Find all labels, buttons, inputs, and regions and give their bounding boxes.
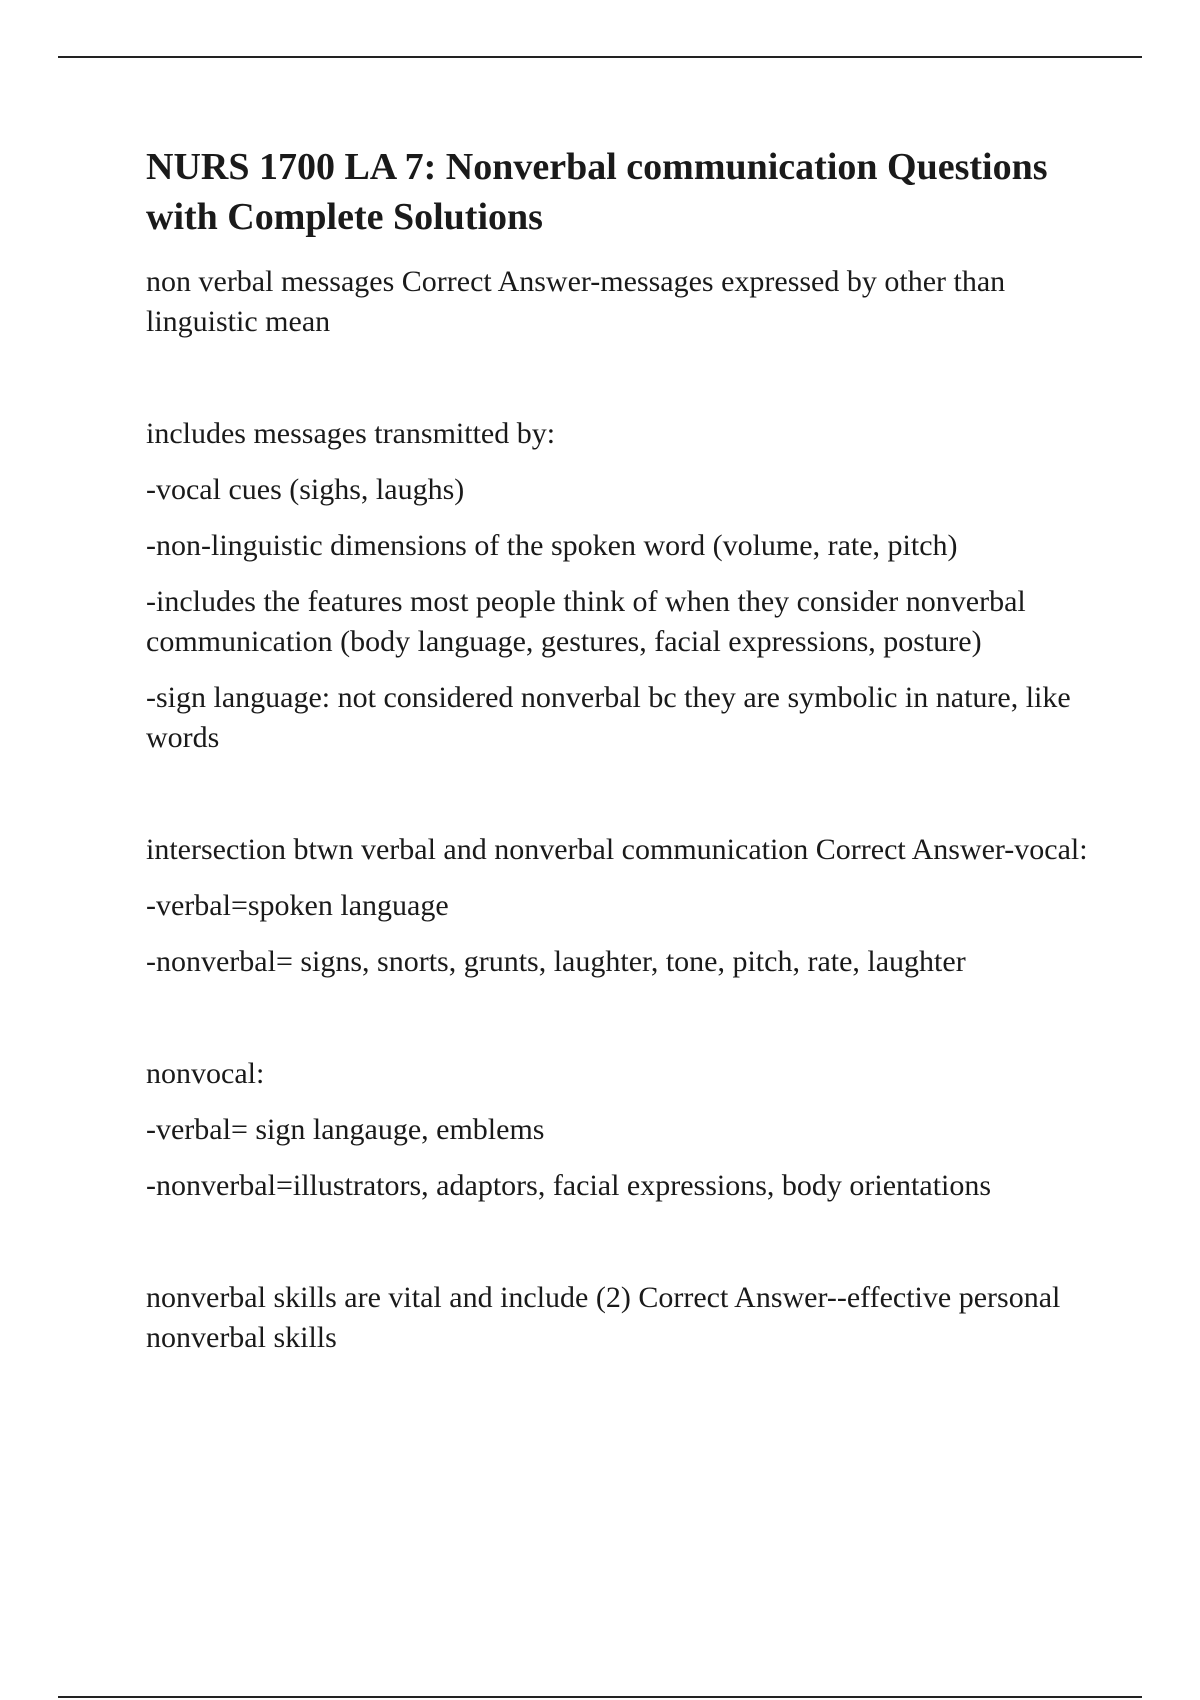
list-item: -nonverbal= signs, snorts, grunts, laughter, tone, pitch, rate, laughter (146, 945, 966, 978)
qa-paragraph-2: intersection btwn verbal and nonverbal communication Correct Answer-vocal: (146, 833, 1088, 866)
qa-paragraph-1: non verbal messages Correct Answer-messages expressed by other than linguistic mean (146, 265, 1006, 338)
list-item: -verbal=spoken language (146, 889, 449, 922)
list-item: -nonverbal=illustrators, adaptors, facial expressions, body orientations (146, 1169, 992, 1202)
list-item: -sign language: not considered nonverbal bc they are symbolic in nature, like words (146, 681, 1071, 754)
list-item: -vocal cues (sighs, laughs) (146, 473, 465, 506)
bottom-divider (58, 1696, 1142, 1698)
list-intro: nonvocal: (146, 1057, 265, 1090)
document-title: NURS 1700 LA 7: Nonverbal communication Questions with Complete Solutions (146, 146, 1048, 238)
list-item: -verbal= sign langauge, emblems (146, 1113, 545, 1146)
top-divider (58, 56, 1142, 58)
list-item: -includes the features most people think of when they consider nonverbal communication (body language, gestures, facial expressions, posture) (146, 585, 1026, 658)
list-intro: includes messages transmitted by: (146, 417, 556, 450)
qa-paragraph-3: nonverbal skills are vital and include (2) Correct Answer--effective personal nonverbal skills (146, 1281, 1061, 1354)
document-body (146, 142, 1096, 1358)
list-item: -non-linguistic dimensions of the spoken word (volume, rate, pitch) (146, 529, 958, 562)
